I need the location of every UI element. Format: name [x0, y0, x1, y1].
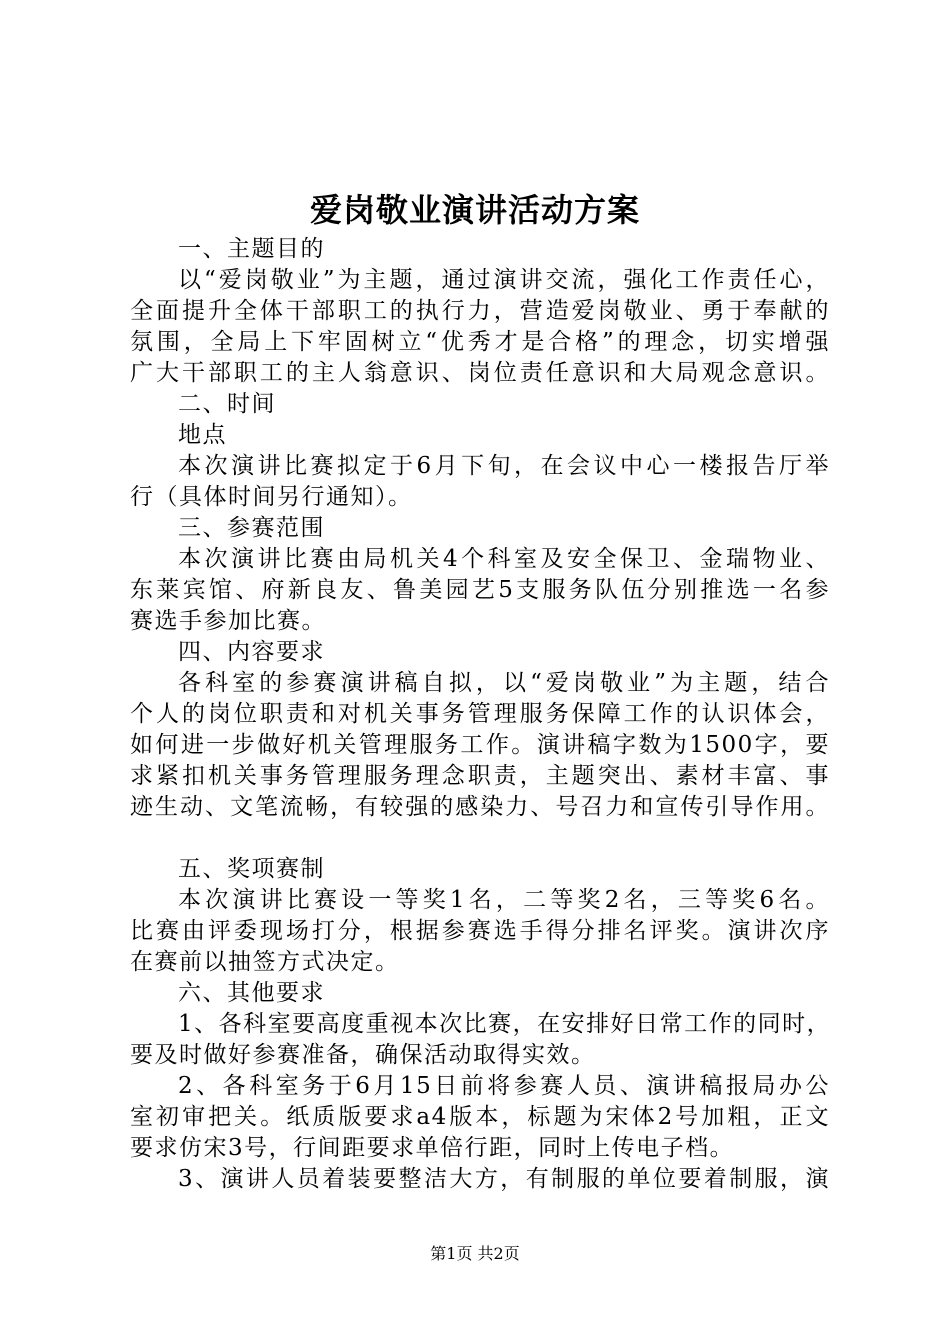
blank-line — [130, 823, 830, 854]
heading-5: 五、奖项赛制 — [178, 856, 325, 882]
document-body — [130, 234, 830, 1195]
paragraph-line: 氛围，全局上下牢固树立“优秀才是合格”的理念，切实增强 — [130, 329, 830, 355]
paragraph-line: 求紧扣机关事务管理服务理念职责，主题突出、素材丰富、事 — [130, 763, 830, 789]
paragraph-line: 3、演讲人员着装要整洁大方，有制服的单位要着制服，演 — [178, 1166, 830, 1192]
paragraph-line: 室初审把关。纸质版要求a4版本，标题为宋体2号加粗，正文 — [130, 1104, 830, 1130]
paragraph-line: 本次演讲比赛拟定于6月下旬，在会议中心一楼报告厅举 — [178, 453, 830, 479]
paragraph-line: 以“爱岗敬业”为主题，通过演讲交流，强化工作责任心， — [178, 267, 830, 293]
heading-2: 二、时间 — [178, 391, 276, 417]
paragraph-line: 个人的岗位职责和对机关事务管理服务保障工作的认识体会， — [130, 701, 830, 727]
heading-3: 三、参赛范围 — [178, 515, 325, 541]
paragraph-line: 各科室的参赛演讲稿自拟，以“爱岗敬业”为主题，结合 — [178, 670, 830, 696]
paragraph-line: 比赛由评委现场打分，根据参赛选手得分排名评奖。演讲次序 — [130, 918, 830, 944]
paragraph-line: 广大干部职工的主人翁意识、岗位责任意识和大局观念意识。 — [130, 360, 830, 386]
paragraph-line: 1、各科室要高度重视本次比赛，在安排好日常工作的同时， — [178, 1011, 832, 1037]
paragraph-line: 2、各科室务于6月15日前将参赛人员、演讲稿报局办公 — [178, 1073, 830, 1099]
page-number-footer: 第1页 共2页 — [430, 1244, 520, 1263]
paragraph-line: 要求仿宋3号，行间距要求单倍行距，同时上传电子档。 — [130, 1135, 735, 1161]
heading-4: 四、内容要求 — [178, 639, 325, 665]
paragraph-line: 迹生动、文笔流畅，有较强的感染力、号召力和宣传引导作用。 — [130, 794, 830, 820]
paragraph-line: 全面提升全体干部职工的执行力，营造爱岗敬业、勇于奉献的 — [130, 298, 830, 324]
heading-1: 一、主题目的 — [178, 236, 325, 262]
paragraph-line: 东莱宾馆、府新良友、鲁美园艺5支服务队伍分别推选一名参 — [130, 577, 830, 603]
paragraph-line: 如何进一步做好机关管理服务工作。演讲稿字数为1500字，要 — [130, 732, 830, 758]
paragraph-line: 行（具体时间另行通知）。 — [130, 484, 413, 510]
heading-6: 六、其他要求 — [178, 980, 325, 1006]
document-title: 爱岗敬业演讲活动方案 — [309, 191, 640, 229]
paragraph-line: 赛选手参加比赛。 — [130, 608, 326, 634]
paragraph-line: 要及时做好参赛准备，确保活动取得实效。 — [130, 1042, 596, 1068]
heading-2-continued: 地点 — [178, 422, 227, 448]
paragraph-line: 在赛前以抽签方式决定。 — [130, 949, 400, 975]
paragraph-line: 本次演讲比赛设一等奖1名，二等奖2名，三等奖6名。 — [178, 887, 830, 913]
paragraph-line: 本次演讲比赛由局机关4个科室及安全保卫、金瑞物业、 — [178, 546, 830, 572]
